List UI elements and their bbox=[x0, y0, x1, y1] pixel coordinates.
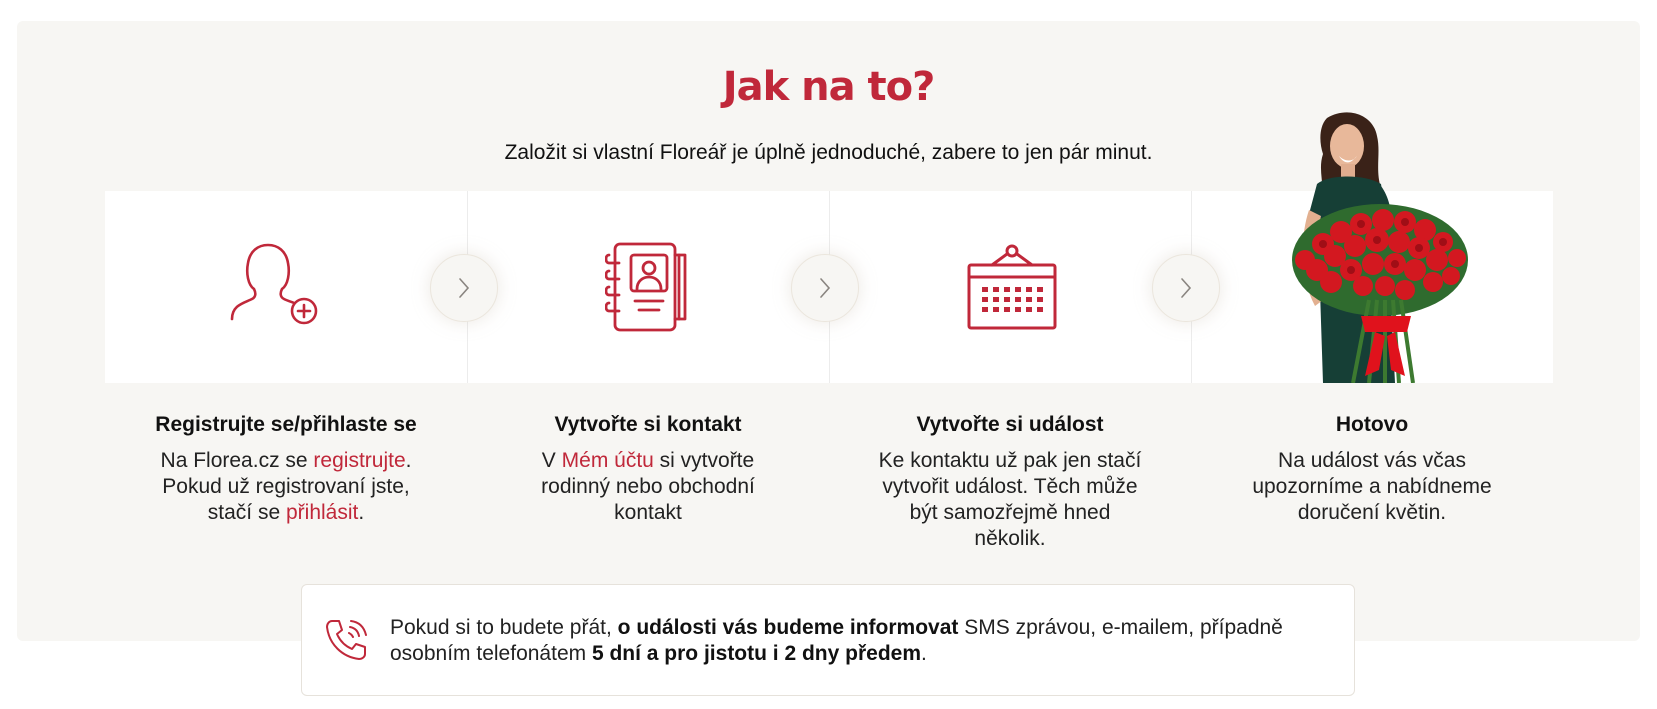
info-text-part: SMS zprávou, e-mailem, případně osobním telefonátem bbox=[390, 616, 1283, 665]
calendar-icon bbox=[966, 243, 1058, 331]
step-description-text: si vytvořte rodinný nebo obchodní kontakt bbox=[541, 449, 755, 524]
step-description-text: . bbox=[358, 501, 365, 524]
step-title: Hotovo bbox=[1335, 413, 1409, 436]
notification-info-box bbox=[301, 584, 1355, 696]
chevron-right-icon bbox=[457, 277, 471, 299]
step-description bbox=[151, 448, 421, 526]
step-description: Ke kontaktu už pak jen stačí vytvořit událost. Těch může být samozřejmě hned několik. bbox=[878, 449, 1142, 550]
login-link[interactable]: přihlásit bbox=[285, 501, 359, 524]
step-description: Na událost vás včas upozorníme a nabídneme doručení květin. bbox=[1252, 449, 1492, 524]
info-text-bold: 5 dní a pro jistotu i 2 dny předem bbox=[591, 642, 922, 665]
info-text-part: Pokud si to budete přát, bbox=[390, 616, 618, 639]
step-4-text bbox=[1191, 412, 1553, 526]
chevron-right-icon bbox=[1179, 277, 1193, 299]
step-1-cell bbox=[105, 191, 467, 383]
woman-with-roses-image bbox=[1265, 110, 1475, 383]
next-step-arrow-button[interactable] bbox=[430, 254, 498, 322]
info-text-part: . bbox=[921, 642, 927, 665]
phone-ringing-icon bbox=[324, 617, 370, 663]
step-2-text bbox=[467, 412, 829, 526]
my-account-link[interactable]: Mém účtu bbox=[561, 449, 654, 472]
step-description-text: V bbox=[541, 449, 562, 472]
step-3-text bbox=[829, 412, 1191, 552]
step-description-text: Na Florea.cz se bbox=[160, 449, 314, 472]
step-description-text: . Pokud už registrovaní jste, stačí se bbox=[162, 449, 412, 524]
info-text-bold: o události vás budeme informovat bbox=[617, 616, 959, 639]
step-title: Registrujte se/přihlaste se bbox=[155, 413, 417, 436]
step-1-text bbox=[105, 412, 467, 526]
register-link[interactable]: registrujte bbox=[313, 449, 406, 472]
section-title: Jak na to? bbox=[722, 64, 935, 110]
next-step-arrow-button[interactable] bbox=[791, 254, 859, 322]
step-3-cell bbox=[829, 191, 1191, 383]
step-title: Vytvořte si kontakt bbox=[554, 413, 742, 436]
next-step-arrow-button[interactable] bbox=[1152, 254, 1220, 322]
step-title: Vytvořte si událost bbox=[916, 413, 1104, 436]
chevron-right-icon bbox=[818, 277, 832, 299]
user-add-icon bbox=[230, 243, 322, 325]
info-text bbox=[390, 615, 1320, 667]
step-2-cell bbox=[467, 191, 829, 383]
step-description bbox=[513, 448, 783, 526]
section-subtitle: Založit si vlastní Floreář je úplně jednoduché, zabere to jen pár minut. bbox=[504, 141, 1153, 164]
address-book-icon bbox=[605, 241, 691, 333]
